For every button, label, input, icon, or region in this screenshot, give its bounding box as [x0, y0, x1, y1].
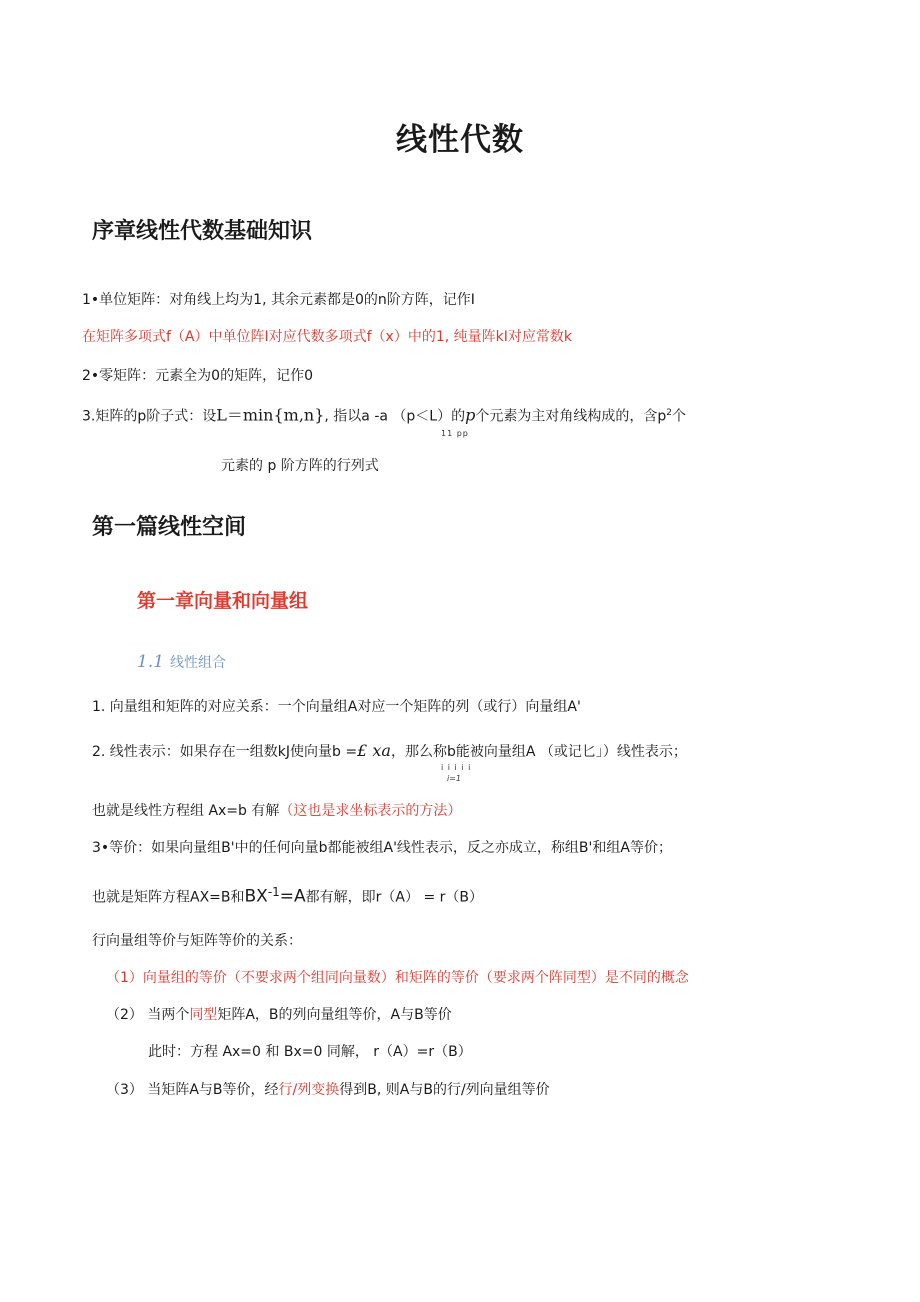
matrix-eq-sup: -1	[267, 885, 280, 899]
minor-subscript: 11 pp	[441, 429, 469, 438]
item-linear-representation	[92, 741, 687, 762]
relation-2-red: 同型	[189, 1007, 218, 1023]
minor-p: p	[465, 405, 476, 425]
linear-rep-prefix: 2. 线性表示：如果存在一组数kJ使向量b =	[92, 744, 358, 760]
relation-3-suffix: 得到B, 则A与B的行/列向量组等价	[339, 1082, 550, 1098]
linear-rep-indices: i i i i i	[441, 763, 472, 772]
item-matrix-equation	[92, 882, 483, 908]
relation-item-2-detail: 此时：方程 Ax=0 和 Bx=0 同解， r（A）=r（B）	[148, 1044, 472, 1060]
preface-item-identity-note: 在矩阵多项式f（A）中单位阵I对应代数多项式f（x）中的1, 纯量阵kI对应常数k	[82, 329, 572, 345]
relation-3-prefix: （3） 当矩阵A与B等价，经	[106, 1082, 279, 1098]
part1-heading: 第一篇线性空间	[92, 515, 247, 540]
relation-heading: 行向量组等价与矩阵等价的关系：	[92, 933, 302, 949]
relation-2-prefix: （2） 当两个	[106, 1007, 190, 1023]
matrix-eq-suffix: 都有解，即r（A） = r（B）	[305, 889, 483, 906]
section-1-1-heading	[137, 652, 226, 672]
section-label: 线性组合	[170, 655, 227, 671]
preface-heading: 序章线性代数基础知识	[92, 219, 313, 244]
minor-sup: 2	[666, 408, 672, 418]
relation-item-1: （1）向量组的等价（不要求两个组同向量数）和矩阵的等价（要求两个阵同型）是不同的概念	[106, 970, 689, 986]
document-title: 线性代数	[396, 122, 524, 158]
item-equivalence: 3•等价：如果向量组B'中的任何向量b都能被组A'线性表示，反之亦成立，称组B'和组A等价；	[92, 840, 672, 856]
minor-tail: 个	[671, 408, 686, 425]
item-linear-system	[92, 801, 461, 821]
relation-item-3	[106, 1080, 550, 1100]
linear-system-note: （这也是求坐标表示的方法）	[279, 803, 462, 819]
minor-mid: , 指以a -a （p＜L）的	[324, 408, 466, 425]
linear-rep-lower-limit: i=1	[447, 774, 462, 783]
matrix-eq-a: =A	[279, 886, 306, 907]
preface-item-zero-matrix: 2•零矩阵：元素全为0的矩阵，记作0	[82, 368, 313, 384]
linear-rep-formula: £ xa	[357, 741, 391, 760]
linear-system-text: 也就是线性方程组 Ax=b 有解	[92, 803, 280, 819]
minor-line2: 元素的 p 阶方阵的行列式	[221, 458, 379, 474]
section-number: 1.1	[137, 652, 165, 672]
chapter1-heading: 第一章向量和向量组	[137, 590, 309, 612]
minor-formula: L＝min{m,n}	[216, 405, 325, 425]
preface-item-identity-matrix: 1•单位矩阵：对角线上均为1, 其余元素都是0的n阶方阵，记作I	[82, 292, 475, 308]
item-vector-matrix: 1. 向量组和矩阵的对应关系：一个向量组A对应一个矩阵的列（或行）向量组A'	[92, 699, 581, 715]
matrix-eq-prefix: 也就是矩阵方程AX=B和	[92, 889, 245, 906]
linear-rep-suffix: ，那么称b能被向量组A （或记匕」）线性表示；	[390, 744, 687, 760]
relation-2-suffix: 矩阵A，B的列向量组等价，A与B等价	[217, 1007, 452, 1023]
relation-3-red: 行/列变换	[278, 1082, 340, 1098]
minor-after-p: 个元素为主对角线构成的，含p	[475, 408, 667, 425]
relation-item-2	[106, 1005, 452, 1025]
matrix-eq-bx: BX	[244, 886, 268, 907]
preface-item-minor	[82, 403, 686, 427]
minor-prefix: 3.矩阵的p阶子式：设	[82, 408, 217, 425]
